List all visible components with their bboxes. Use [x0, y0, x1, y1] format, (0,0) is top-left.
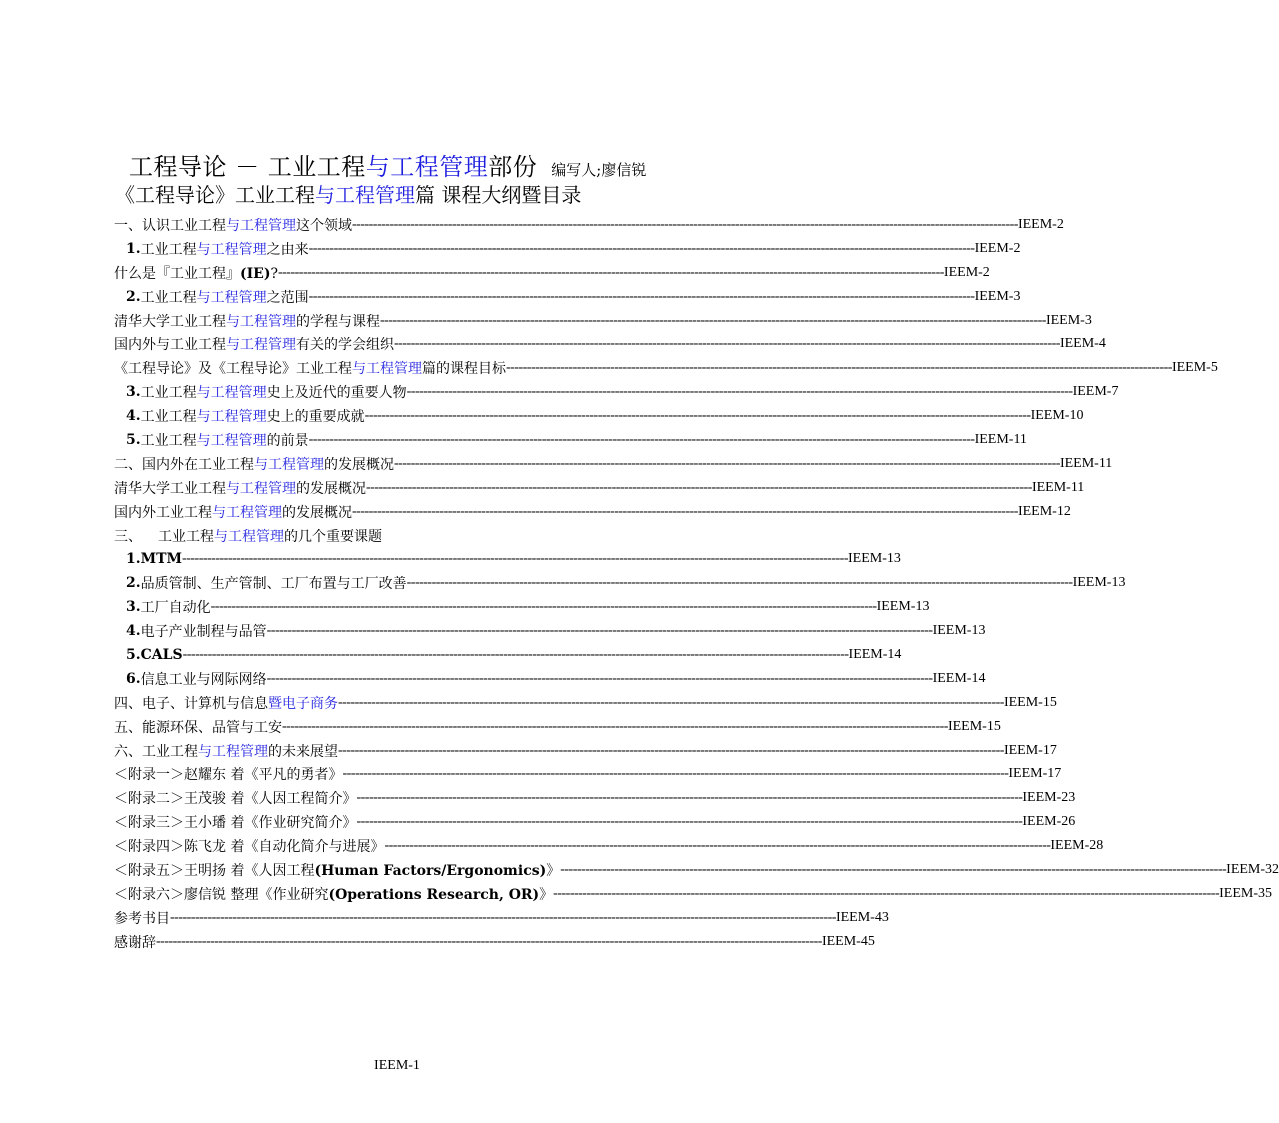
toc-label-text: 电子、计算机与信息	[142, 695, 268, 712]
table-of-contents	[114, 213, 1279, 954]
toc-label-highlight: 与工程管理	[226, 337, 296, 354]
toc-page-number: IEEM-7	[1072, 384, 1119, 400]
toc-number: 四、	[114, 695, 142, 712]
toc-page-number: IEEM-11	[1031, 479, 1085, 495]
toc-label-text: (Human Factors/Ergonomics)	[314, 862, 547, 879]
toc-page-number: IEEM-43	[835, 909, 889, 925]
toc-number: 3.	[126, 384, 141, 401]
toc-label-text: 的发展概况	[296, 480, 366, 497]
toc-leader: ----------------------------------------------------------------------------------------------------------------------------------------------------------------	[553, 885, 1220, 901]
toc-page-number: IEEM-11	[974, 431, 1027, 447]
toc-label-text: 电子产业制程与品管	[140, 624, 267, 641]
toc-label-text: 史上的重要成就	[266, 409, 365, 426]
toc-page-number: IEEM-11	[1059, 455, 1113, 471]
toc-row	[114, 691, 1057, 715]
toc-label	[141, 287, 309, 307]
toc-leader: ----------------------------------------------------------------------------------------------------------------------------------------------------------------	[210, 599, 877, 615]
toc-label-highlight: 暨电子商务	[268, 695, 338, 712]
toc-label-text: 认识工业工程	[142, 217, 226, 234]
toc-label	[184, 836, 384, 856]
toc-leader: ----------------------------------------------------------------------------------------------------------------------------------------------------------------	[266, 670, 933, 686]
toc-page-number: IEEM-13	[847, 551, 901, 567]
toc-label-text: 陈飞龙 着《自动化简介与进展》	[184, 839, 385, 856]
toc-label-text: 国内外在工业工程	[142, 456, 254, 473]
toc-label	[114, 311, 380, 331]
toc-row	[114, 356, 1218, 380]
toc-page-number: IEEM-2	[943, 264, 990, 280]
toc-page-number: IEEM-15	[947, 718, 1001, 734]
toc-page-number: IEEM-17	[1003, 742, 1057, 758]
toc-label	[142, 693, 338, 713]
toc-label-text: 工业工程	[158, 528, 214, 545]
toc-row	[114, 786, 1076, 810]
toc-page-number: IEEM-3	[1045, 312, 1092, 328]
toc-number: 5.	[126, 646, 141, 663]
toc-row	[114, 309, 1092, 333]
page-footer: IEEM-1	[374, 1058, 420, 1073]
toc-row	[114, 667, 986, 691]
toc-label-highlight: 与工程管理	[352, 361, 422, 378]
toc-number: ＜附录三＞	[114, 815, 184, 832]
toc-row	[114, 595, 930, 619]
toc-label	[141, 647, 183, 663]
toc-leader: ----------------------------------------------------------------------------------------------------------------------------------------------------------------	[380, 312, 1046, 328]
toc-label-text: 》	[539, 886, 554, 903]
toc-leader: ----------------------------------------------------------------------------------------------------------------------------------------------------------------	[182, 646, 849, 662]
toc-label-text: 国内外与工业工程	[114, 337, 226, 354]
toc-leader: ----------------------------------------------------------------------------------------------------------------------------------------------------------------	[406, 384, 1073, 400]
toc-page-number: IEEM-4	[1059, 336, 1106, 352]
toc-label-text: 信息工业与网际网络	[140, 671, 267, 688]
toc-row	[114, 285, 1021, 309]
toc-label	[142, 741, 338, 761]
toc-label-text: 史上及近代的重要人物	[266, 385, 407, 402]
toc-label-text: 之范围	[266, 289, 309, 306]
toc-label-text: 的几个重要课题	[284, 528, 382, 545]
toc-page-number: IEEM-3	[974, 288, 1021, 304]
toc-label	[184, 812, 356, 832]
toc-label-highlight: 与工程管理	[226, 480, 296, 497]
subtitle-text: 《工程导论》工业工程	[115, 183, 315, 207]
toc-label-text: 的发展概况	[282, 504, 352, 521]
toc-number: 2.	[126, 288, 141, 305]
toc-label-text: 清华大学工业工程	[114, 480, 226, 497]
toc-row	[114, 237, 1021, 261]
toc-label-text: 王明扬 着《人因工程	[184, 862, 315, 879]
toc-number: 五、	[114, 719, 142, 736]
toc-number: 3.	[126, 599, 141, 616]
toc-page-number: IEEM-5	[1171, 360, 1218, 376]
subtitle-text-end: 篇 课程大纲暨目录	[415, 183, 582, 207]
toc-row	[114, 930, 875, 954]
toc-label	[141, 597, 211, 617]
toc-label-text: 国内外工业工程	[114, 504, 212, 521]
toc-label	[114, 358, 506, 378]
toc-number: ＜附录五＞	[114, 862, 184, 879]
toc-leader: ----------------------------------------------------------------------------------------------------------------------------------------------------------------	[356, 790, 1023, 806]
toc-number: 二、	[114, 456, 142, 473]
toc-leader: ----------------------------------------------------------------------------------------------------------------------------------------------------------------	[364, 408, 1031, 424]
toc-leader: ----------------------------------------------------------------------------------------------------------------------------------------------------------------	[266, 623, 933, 639]
toc-label	[114, 932, 156, 952]
toc-label-highlight: 与工程管理	[196, 289, 267, 306]
toc-label-highlight: 与工程管理	[198, 743, 268, 760]
toc-page-number: IEEM-15	[1003, 694, 1057, 710]
toc-number: 1.	[126, 240, 141, 257]
toc-label-text: 的发展概况	[324, 456, 394, 473]
toc-page-number: IEEM-13	[932, 623, 986, 639]
toc-label	[114, 334, 394, 354]
toc-label-text: 》	[546, 862, 561, 879]
toc-row	[114, 906, 889, 930]
toc-row	[114, 619, 986, 643]
toc-leader: ----------------------------------------------------------------------------------------------------------------------------------------------------------------	[406, 575, 1073, 591]
toc-label	[141, 239, 309, 259]
toc-label-text: 工业工程	[140, 385, 197, 402]
toc-label	[114, 263, 278, 283]
toc-leader: ----------------------------------------------------------------------------------------------------------------------------------------------------------------	[308, 240, 975, 256]
toc-row	[114, 476, 1085, 500]
toc-number: ＜附录一＞	[114, 767, 184, 784]
toc-row	[114, 213, 1064, 237]
toc-label-text: 赵耀东 着《平凡的勇者》	[184, 767, 343, 784]
toc-label-highlight: 与工程管理	[196, 432, 267, 449]
toc-label	[142, 215, 352, 235]
toc-label-highlight: 与工程管理	[226, 313, 296, 330]
toc-number: ＜附录六＞	[114, 886, 184, 903]
toc-number: 一、	[114, 217, 142, 234]
toc-page-number: IEEM-2	[1017, 216, 1064, 232]
toc-label-text: 篇的课程目标	[422, 361, 506, 378]
toc-leader: ----------------------------------------------------------------------------------------------------------------------------------------------------------------	[352, 503, 1018, 519]
toc-leader: ----------------------------------------------------------------------------------------------------------------------------------------------------------------	[338, 742, 1004, 758]
toc-page-number: IEEM-2	[974, 240, 1021, 256]
toc-label	[141, 406, 365, 426]
toc-page-number: IEEM-12	[1017, 503, 1071, 519]
toc-leader: ----------------------------------------------------------------------------------------------------------------------------------------------------------------	[277, 264, 944, 280]
toc-leader: ----------------------------------------------------------------------------------------------------------------------------------------------------------------	[560, 861, 1227, 877]
toc-label-text: 感谢辞	[114, 934, 156, 951]
toc-leader: ----------------------------------------------------------------------------------------------------------------------------------------------------------------	[342, 766, 1009, 782]
toc-label-text: 工业工程	[142, 743, 198, 760]
toc-leader: ----------------------------------------------------------------------------------------------------------------------------------------------------------------	[384, 838, 1051, 854]
toc-number: 6.	[126, 670, 141, 687]
toc-number: 5.	[126, 431, 141, 448]
toc-label-highlight: 与工程管理	[196, 409, 267, 426]
toc-number: 4.	[126, 408, 141, 425]
subtitle-highlight: 与工程管理	[315, 183, 415, 207]
toc-label-text: 《工程导论》及《工程导论》工业工程	[114, 361, 352, 378]
toc-label-highlight: 与工程管理	[214, 528, 284, 545]
toc-label-text: 什么是『工业工程』	[114, 265, 240, 282]
toc-label-text: 这个领域	[296, 217, 352, 234]
toc-row	[114, 380, 1119, 404]
toc-leader: ----------------------------------------------------------------------------------------------------------------------------------------------------------------	[170, 909, 836, 925]
toc-label	[141, 551, 182, 567]
toc-row	[114, 834, 1104, 858]
toc-leader: ----------------------------------------------------------------------------------------------------------------------------------------------------------------	[308, 431, 975, 447]
toc-row	[114, 332, 1106, 356]
toc-page-number: IEEM-35	[1219, 885, 1272, 901]
toc-leader: ----------------------------------------------------------------------------------------------------------------------------------------------------------------	[156, 933, 822, 949]
toc-row	[114, 810, 1076, 834]
toc-page-number: IEEM-13	[876, 599, 930, 615]
toc-label	[141, 430, 309, 450]
toc-page-number: IEEM-23	[1022, 790, 1076, 806]
title-text: 工程导论 － 工业工程	[129, 153, 366, 181]
toc-label	[141, 382, 407, 402]
toc-page-number: IEEM-14	[932, 670, 986, 686]
toc-row	[114, 547, 901, 571]
toc-page-number: IEEM-14	[848, 646, 902, 662]
toc-label-text: (IE)	[240, 265, 271, 282]
toc-label-text: 工厂自动化	[140, 600, 211, 617]
toc-label-highlight: 与工程管理	[196, 385, 267, 402]
toc-leader: ----------------------------------------------------------------------------------------------------------------------------------------------------------------	[338, 694, 1004, 710]
toc-leader: ----------------------------------------------------------------------------------------------------------------------------------------------------------------	[308, 288, 975, 304]
toc-row	[114, 643, 902, 667]
toc-row	[114, 571, 1126, 595]
toc-page-number: IEEM-17	[1008, 766, 1062, 782]
author-label: 编写人;廖信锐	[551, 161, 647, 179]
toc-label-text: 的学程与课程	[296, 313, 380, 330]
toc-row	[114, 715, 1001, 739]
toc-row	[114, 428, 1027, 452]
title-highlight: 与工程管理	[365, 153, 489, 181]
toc-label-highlight: 与工程管理	[196, 241, 267, 258]
toc-label	[141, 621, 267, 641]
toc-label-highlight: 与工程管理	[212, 504, 282, 521]
toc-label	[114, 502, 352, 522]
toc-label-text: 清华大学工业工程	[114, 313, 226, 330]
toc-row	[114, 882, 1272, 906]
toc-label	[142, 454, 394, 474]
toc-label-text: 的前景	[266, 432, 309, 449]
toc-number: 1.	[126, 551, 141, 568]
toc-number: 4.	[126, 623, 141, 640]
document-subtitle	[115, 181, 581, 209]
toc-label-text: (Operations Research, OR)	[328, 886, 540, 903]
toc-label-text: MTM	[140, 551, 183, 568]
toc-label-text: 参考书目	[114, 910, 170, 927]
toc-row	[114, 404, 1084, 428]
toc-label-text: 工业工程	[140, 409, 197, 426]
toc-row	[114, 261, 990, 285]
toc-leader: ----------------------------------------------------------------------------------------------------------------------------------------------------------------	[356, 814, 1023, 830]
toc-leader: ----------------------------------------------------------------------------------------------------------------------------------------------------------------	[282, 718, 948, 734]
toc-leader: ----------------------------------------------------------------------------------------------------------------------------------------------------------------	[182, 551, 848, 567]
toc-leader: ----------------------------------------------------------------------------------------------------------------------------------------------------------------	[394, 336, 1060, 352]
toc-label-text: CALS	[140, 646, 183, 663]
toc-page-number: IEEM-45	[821, 933, 875, 949]
toc-number: 2.	[126, 575, 141, 592]
toc-page-number: IEEM-10	[1030, 408, 1084, 424]
toc-row	[114, 452, 1113, 476]
toc-leader: ----------------------------------------------------------------------------------------------------------------------------------------------------------------	[394, 455, 1060, 471]
toc-label	[141, 573, 407, 593]
toc-label-text: 王茂骏 着《人因工程简介》	[184, 791, 357, 808]
toc-label	[114, 478, 366, 498]
toc-number: ＜附录二＞	[114, 791, 184, 808]
toc-label-text: 王小璠 着《作业研究简介》	[184, 815, 357, 832]
toc-label-text: 的未来展望	[268, 743, 338, 760]
toc-row	[114, 739, 1057, 763]
toc-row	[114, 762, 1062, 786]
toc-label	[184, 764, 342, 784]
toc-number: ＜附录四＞	[114, 839, 184, 856]
toc-label-text: 工业工程	[140, 289, 197, 306]
toc-label	[142, 717, 282, 737]
toc-label-highlight: 与工程管理	[226, 217, 296, 234]
toc-row	[114, 524, 649, 548]
toc-page-number: IEEM-32	[1226, 861, 1279, 877]
toc-page-number: IEEM-13	[1072, 575, 1126, 591]
toc-label-text: 品质管制、生产管制、工厂布置与工厂改善	[140, 576, 407, 593]
toc-number: 六、	[114, 743, 142, 760]
toc-row	[114, 858, 1279, 882]
toc-label	[114, 908, 170, 928]
toc-label-text: 能源环保、品管与工安	[142, 719, 282, 736]
toc-label-text: 有关的学会组织	[296, 337, 394, 354]
toc-page-number: IEEM-26	[1022, 814, 1076, 830]
toc-label-text: ?	[270, 265, 278, 282]
toc-label-highlight: 与工程管理	[254, 456, 324, 473]
title-text-end: 部份	[488, 153, 538, 181]
toc-leader: ----------------------------------------------------------------------------------------------------------------------------------------------------------------	[366, 479, 1032, 495]
toc-label	[184, 788, 356, 808]
toc-number: 三、	[114, 528, 142, 545]
toc-label	[184, 884, 553, 904]
toc-label-text: 之由来	[266, 241, 309, 258]
toc-leader: ----------------------------------------------------------------------------------------------------------------------------------------------------------------	[352, 216, 1018, 232]
toc-label-text: 工业工程	[140, 241, 197, 258]
toc-label-text: 廖信锐 整理《作业研究	[184, 886, 329, 903]
toc-leader: ----------------------------------------------------------------------------------------------------------------------------------------------------------------	[506, 360, 1172, 376]
toc-page-number: IEEM-28	[1050, 838, 1104, 854]
toc-label-text: 工业工程	[140, 432, 197, 449]
toc-label	[141, 669, 267, 689]
toc-label	[158, 526, 382, 546]
toc-label	[184, 860, 560, 880]
toc-row	[114, 500, 1071, 524]
